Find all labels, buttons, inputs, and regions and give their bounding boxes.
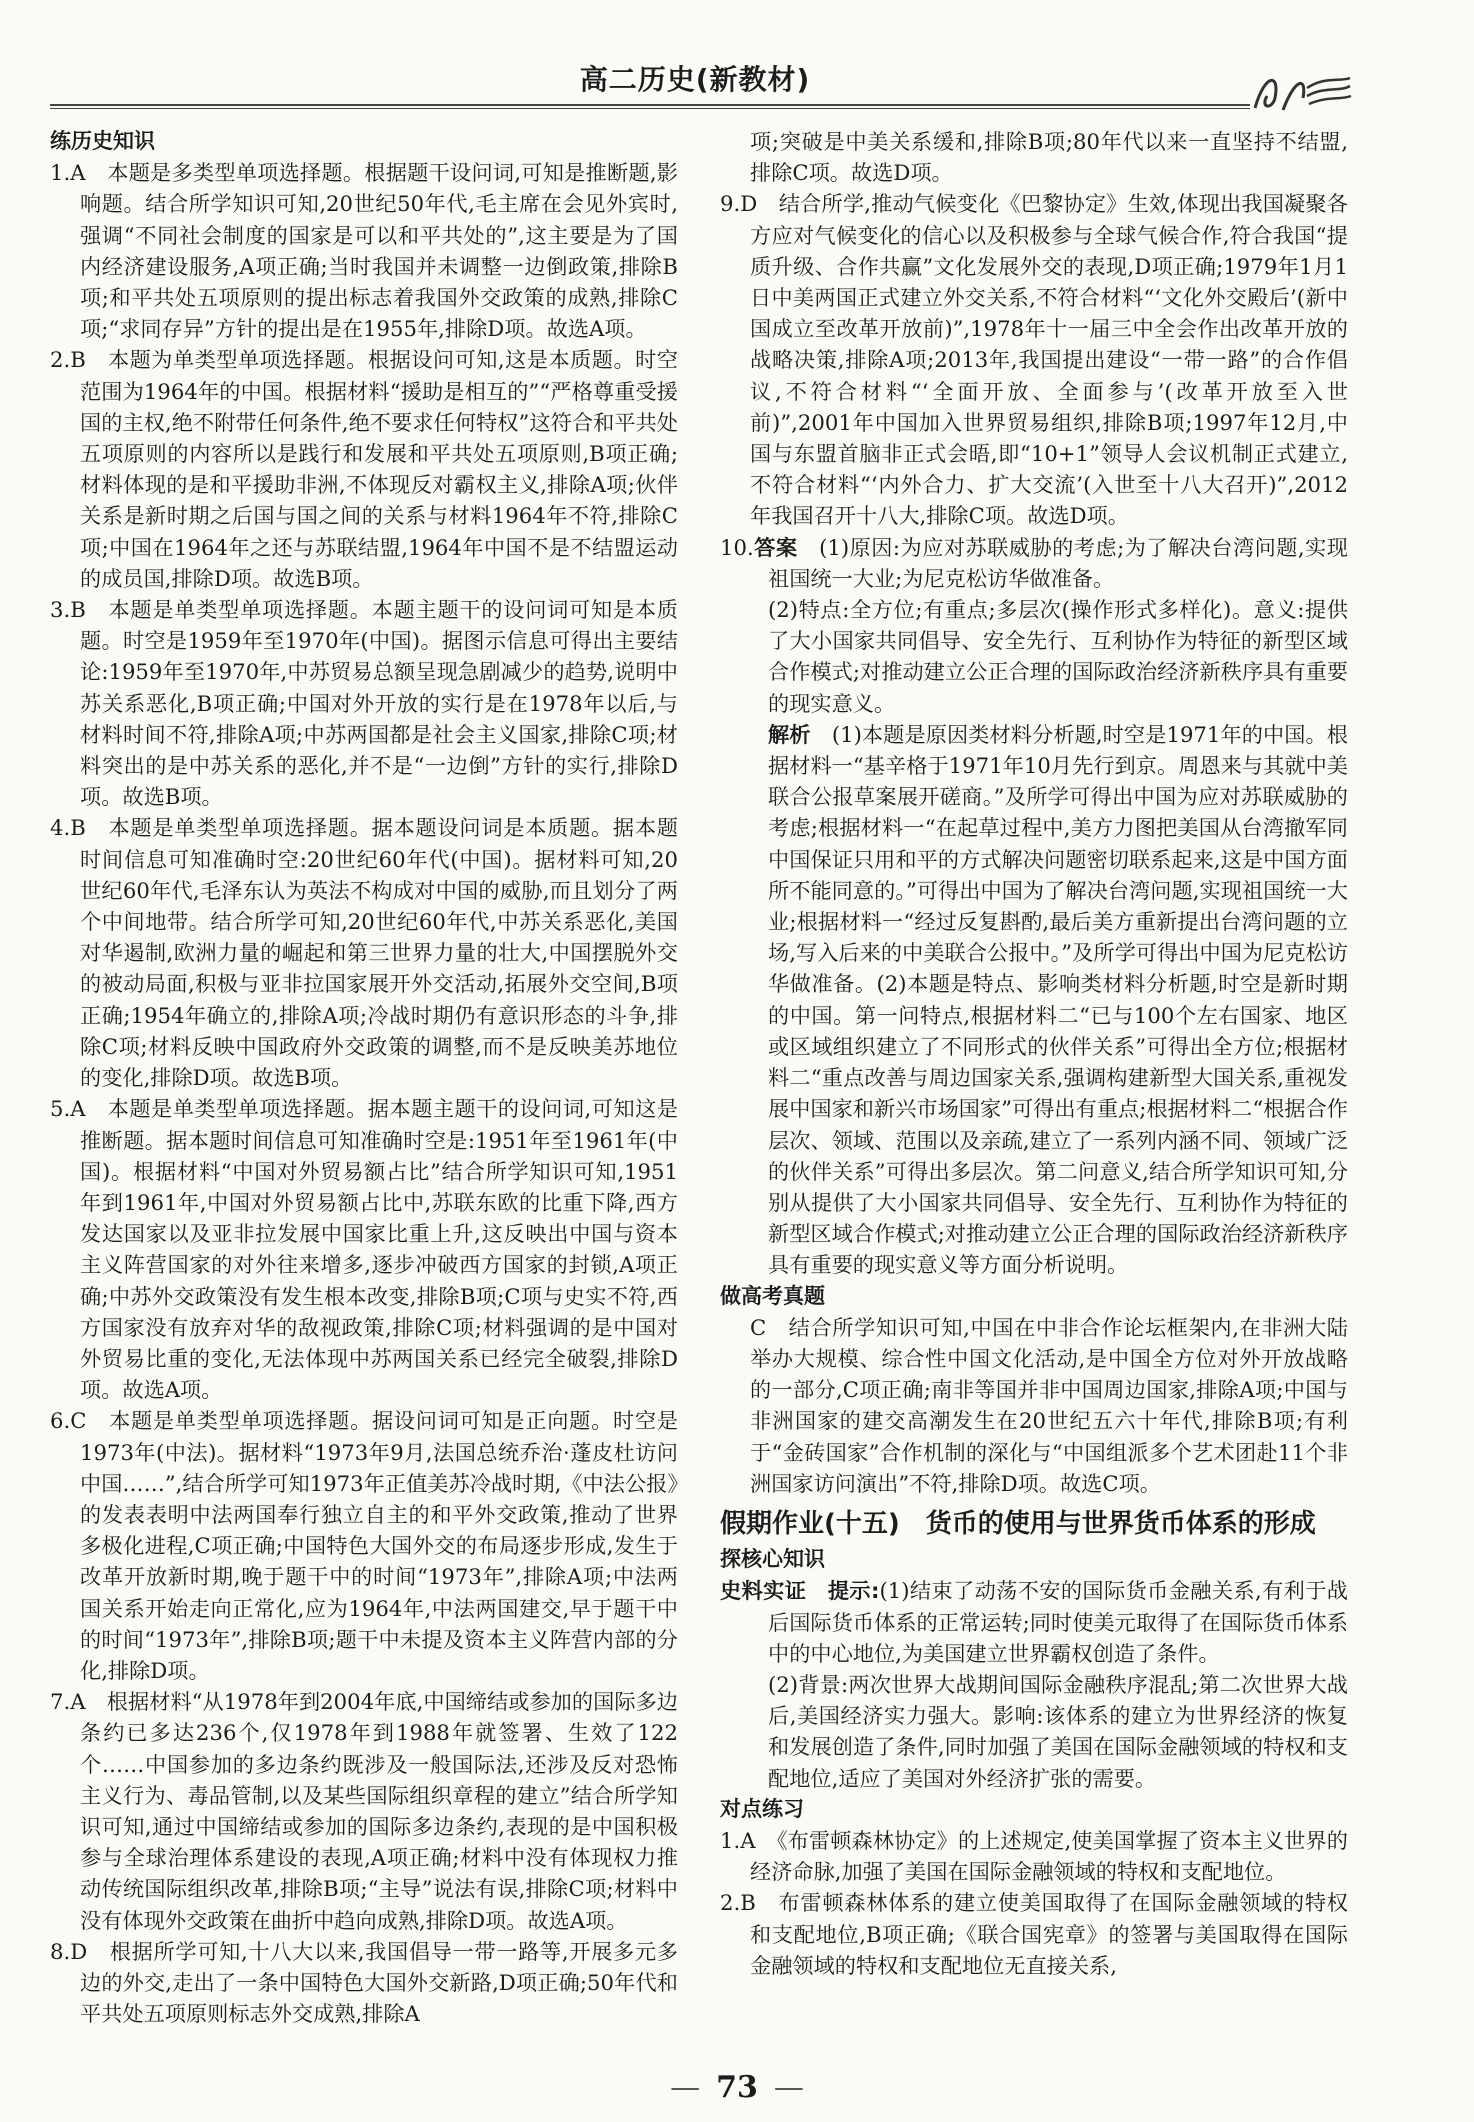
analysis-block [720, 719, 1348, 1281]
answer-number: 8.D [50, 1938, 88, 1964]
answer-number: 3.B [50, 597, 86, 623]
answer-number: 1.A [720, 1827, 756, 1853]
analysis-text: (1)本题是原因类材料分析题,时空是1971年的中国。根据材料一“基辛格于1971年10月先行到京。周恩来与其就中美联合公报草案展开磋商。”及所学可得出中国为应对苏联威胁的考虑;根据材料一“在起草过程中,美方力图把美国从台湾撤军同中国保证只用和平的方式解决问题密切联系起来,这是中国方面所不能同意的。”可得出中国为了解决台湾问题,实现祖国统一大业;根据材料一“经过反复斟酌,最后美方重新提出台湾问题的立场,写入后来的中美联合公报中。”及所学可得出中国为尼克松访华做准备。(2)本题是特点、影响类材料分析题,时空是新时期的中国。第一问特点,根据材料二“已与100个左右国家、地区或区域组织建立了不同形式的伙伴关系”可得出全方位;根据材料二“重点改善与周边国家关系,强调构建新型大国关系,重视发展中国家和新兴市场国家”可得出有重点;根据材料二“根据合作层次、领域、范围以及亲疏,建立了一系列内涵不同、领域广泛的伙伴关系”可得出多层次。第二问意义,结合所学知识可知,分别从提供了大小国家共同倡导、安全先行、互利协作为特征的新型区域合作模式;对推动建立公正合理的国际政治经济新秩序具有重要的现实意义等方面分析说明。 [768, 721, 1348, 1278]
right-column [720, 126, 1348, 1981]
answer-text: 本题为单类型单项选择题。根据设问可知,这是本质题。时空范围为1964年的中国。根据材料“援助是相互的”“严格尊重受援国的主权,绝不附带任何条件,绝不要求任何特权”这符合和平共处五项原则的内容所以是践行和发展和平共处五项原则,B项正确;材料体现的是和平援助非洲,不体现反对霸权主义,排除A项;伙伴关系是新时期之后国与国之间的关系与材料1964年不符,排除C项;中国在1964年之还与苏联结盟,1964年中国不是不结盟运动的成员国,排除D项。故选B项。 [80, 347, 678, 591]
answer-number: 1.A [50, 160, 86, 186]
answer-number: 2.B [720, 1890, 756, 1916]
answer-text: 本题是单类型单项选择题。据本题主题干的设问词,可知这是推断题。据本题时间信息可知准确时空是:1951年至1961年(中国)。根据材料“中国对外贸易额占比”结合所学知识可知,1951年到1961年,中国对外贸易额占比中,苏联东欧的比重下降,西方发达国家以及亚非拉发展中国家比重上升,这反映出中国与资本主义阵营国家的对外往来增多,逐步冲破西方国家的封锁,A项正确;中苏外交政策没有发生根本改变,排除B项;C项与史实不符,西方国家没有放弃对华的敌视政策,排除C项;材料强调的是中国对外贸易比重的变化,无法体现中苏两国关系已经完全破裂,排除D项。故选A项。 [80, 1096, 678, 1403]
section-heading: 对点练习 [720, 1796, 804, 1821]
answer-item [50, 1405, 678, 1686]
answer-text: 本题是单类型单项选择题。据本题设问词是本质题。据本题时间信息可知准确时空:20世纪60年代(中国)。据材料可知,20世纪60年代,毛泽东认为英法不构成对中国的威胁,而且划分了两个中间地带。结合所学可知,20世纪60年代,中苏关系恶化,美国对华遏制,欧洲力量的崛起和第三世界力量的壮大,中国摆脱外交的被动局面,积极与亚非拉国家展开外交活动,拓展外交空间,B项正确;1954年确立的,排除A项;冷战时期仍有意识形态的斗争,排除C项;材料反映中国政府外交政策的调整,而不是反映美苏地位的变化,排除D项。故选B项。 [80, 815, 678, 1091]
answer-item [50, 812, 678, 1093]
answer-text: 《布雷顿森林协定》的上述规定,使美国掌握了资本主义世界的经济命脉,加强了美国在国际金融领域的特权和支配地位。 [750, 1827, 1348, 1885]
answer-number: 4.B [50, 815, 86, 841]
answer-number: 5.A [50, 1096, 86, 1122]
answer-text: 根据材料“从1978年到2004年底,中国缔结或参加的国际多边条约已多达236个,仅1978年到1988年就签署、生效了122个……中国参加的多边条约既涉及一般国际法,还涉及反对恐怖主义行为、毒品管制,以及某些国际组织章程的建立”结合所学知识可知,通过中国缔结或参加的国际多边条约,表现的是中国积极参与全球治理体系建设的表现,A项正确;材料中没有体现权力推动传统国际组织改革,排除B项;“主导”说法有误,排除C项;材料中没有体现外交政策在曲折中趋向成熟,排除D项。故选A项。 [80, 1689, 678, 1933]
answer-number: 6.C [50, 1408, 87, 1434]
answer-item [50, 157, 678, 344]
analysis-label: 解析 [768, 721, 811, 747]
answer-number: 10. [720, 534, 754, 560]
page-number: 73 [716, 2070, 758, 2105]
answer-item [50, 1093, 678, 1405]
answer-item [720, 1312, 1348, 1499]
answer-number: 9.D [720, 191, 758, 217]
answer-text: 结合所学,推动气候变化《巴黎协定》生效,体现出我国凝聚各方应对气候变化的信心以及积极参与全球气候合作,符合我国“提质升级、合作共赢”文化发展外交的表现,D项正确;1979年1月1日中美两国正式建立外交关系,不符合材料“‘文化外交殿后’(新中国成立至改革开放前)”,1978年十一届三中全会作出改革开放的战略决策,排除A项;2013年,我国提出建设“一带一路”的合作倡议,不符合材料“‘全面开放、全面参与’(改革开放至入世前)”,2001年中国加入世界贸易组织,排除B项;1997年12月,中国与东盟首脑非正式会晤,即“10+1”领导人会议机制正式建立,不符合材料“‘内外合力、扩大交流’(入世至十八大召开)”,2012年我国召开十八大,排除C项。故选D项。 [750, 191, 1348, 529]
section-heading: 练历史知识 [50, 129, 155, 153]
tip-label: 提示: [827, 1578, 880, 1604]
answer-text: 布雷顿森林体系的建立使美国取得了在国际金融领域的特权和支配地位,B项正确;《联合国宪章》的签署与美国取得在国际金融领域的特权和支配地位无直接关系, [750, 1890, 1348, 1978]
answer-item [720, 1575, 1348, 1669]
answer-text-part2: (2)特点:全方位;有重点;多层次(操作形式多样化)。意义:提供了大小国家共同倡导、安全先行、互利协作为特征的新型区域合作模式;对推动建立公正合理的国际政治经济新秩序具有重要的现实意义。 [768, 597, 1348, 716]
answer-text: (1)结束了动荡不安的国际货币金融关系,有利于战后国际货币体系的正常运转;同时使美元取得了在国际货币体系中的中心地位,为美国建立世界霸权创造了条件。 [768, 1578, 1348, 1666]
answer-item [720, 1825, 1348, 1887]
answer-number: 2.B [50, 347, 86, 373]
answer-item [720, 532, 1348, 594]
answer-text: 根据所学可知,十八大以来,我国倡导一带一路等,开展多元多边的外交,走出了一条中国特色大国外交新路,D项正确;50年代和平共处五项原则标志外交成熟,排除A [80, 1938, 678, 2027]
answer-item [720, 188, 1348, 531]
answer-text: 本题是单类型单项选择题。据设问词可知是正向题。时空是1973年(中法)。据材料“1973年9月,法国总统乔治·蓬皮杜访问中国……”,结合所学可知1973年正值美苏冷战时期,《中法公报》的发表表明中法两国奉行独立自主的和平外交政策,推动了世界多极化进程,C项正确;中国特色大国外交的布局逐步形成,发生于改革开放新时期,晚于题干中的时间“1973年”,排除A项;中法两国关系开始走向正常化,应为1964年,中法两国建交,早于题干中的时间“1973年”,排除B项;题干中未提及资本主义阵营内部的分化,排除D项。 [80, 1408, 678, 1683]
answer-item [50, 344, 678, 594]
header-rule [50, 104, 1250, 109]
answer-text: (1)原因:为应对苏联威胁的考虑;为了解决台湾问题,实现祖国统一大业;为尼克松访华做准备。 [768, 534, 1348, 591]
section-heading: 做高考真题 [720, 1283, 825, 1308]
answer-text: 本题是多类型单项选择题。根据题干设问词,可知是推断题,影响题。结合所学知识可知,20世纪50年代,毛主席在会见外宾时,强调“不同社会制度的国家是可以和平共处的”,这主要是为了国内经济建设服务,A项正确;当时我国并未调整一边倒政策,排除B项;和平共处五项原则的提出标志着我国外交政策的成熟,排除C项;“求同存异”方针的提出是在1955年,排除D项。故选A项。 [80, 160, 678, 342]
answer-item [50, 594, 678, 812]
footer-dash: — [773, 2070, 804, 2105]
flourish-logo-icon [1245, 68, 1355, 116]
answer-text: 结合所学知识可知,中国在中非合作论坛框架内,在非洲大陆举办大规模、综合性中国文化活动,是中国全方位对外开放战略的一部分,C项正确;南非等国并非中国周边国家,排除A项;中国与非洲国家的建交高潮发生在20世纪五六十年代,排除B项;有利于“金砖国家”合作机制的深化与“中国组派多个艺术团赴11个非洲国家访问演出”不符,排除D项。故选C项。 [750, 1314, 1348, 1496]
answer-item [50, 1936, 678, 2030]
page-footer [0, 2070, 1474, 2105]
answer-continuation: 项;突破是中美关系缓和,排除B项;80年代以来一直坚持不结盟,排除C项。故选D项。 [750, 129, 1348, 186]
answer-item [720, 1887, 1348, 1981]
left-column [50, 126, 678, 2029]
running-title: 高二历史(新教材) [579, 63, 811, 96]
page-header [50, 58, 1340, 108]
answer-text: 本题是单类型单项选择题。本题主题干的设问词可知是本质题。时空是1959年至1970年(中国)。据图示信息可得出主要结论:1959年至1970年,中苏贸易总额呈现急剧减少的趋势,说明中苏关系恶化,B项正确;中国对外开放的实行是在1978年以后,与材料时间不符,排除A项;中苏两国都是社会主义国家,排除C项;材料突出的是中苏关系的恶化,并不是“一边倒”方针的实行,排除D项。故选B项。 [80, 597, 678, 810]
answer-item [50, 1686, 678, 1936]
answer-number: 7.A [50, 1689, 86, 1715]
answer-text-part2: (2)背景:两次世界大战期间国际金融秩序混乱;第二次世界大战后,美国经济实力强大。影响:该体系的建立为世界经济的恢复和发展创造了条件,同时加强了美国在国际金融领域的特权和支配地位,适应了美国对外经济扩张的需要。 [768, 1671, 1348, 1791]
answer-label: 答案 [753, 534, 798, 560]
chapter-title: 假期作业(十五) 货币的使用与世界货币体系的形成 [720, 1508, 1316, 1539]
section-heading: 探核心知识 [720, 1547, 825, 1572]
answer-label: 史料实证 [720, 1578, 807, 1604]
answer-number: C [750, 1314, 767, 1340]
footer-dash: — [670, 2070, 701, 2105]
